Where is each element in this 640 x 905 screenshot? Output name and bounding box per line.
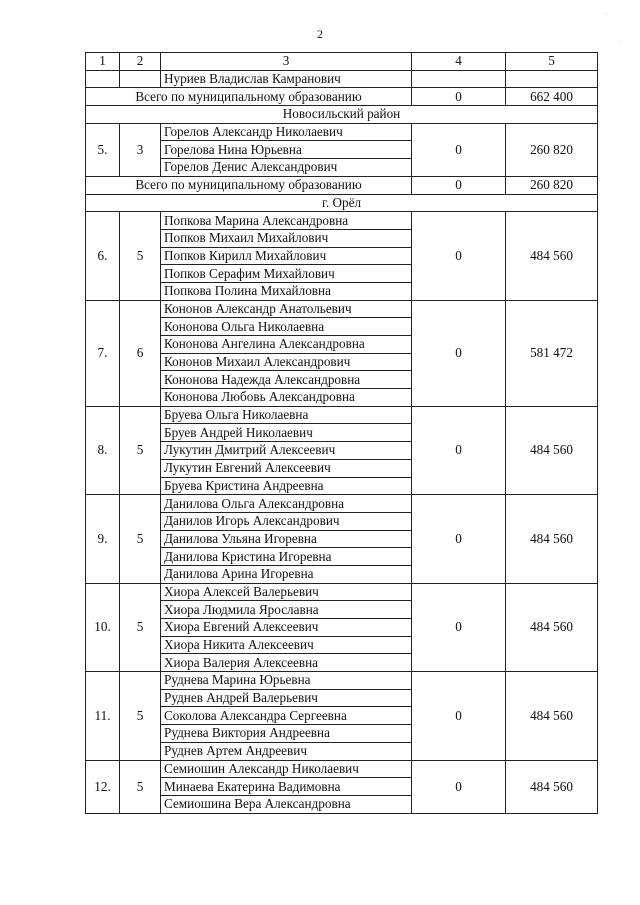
col4-value: 0 — [412, 300, 506, 406]
col4-value: 0 — [412, 672, 506, 760]
col4-value: 0 — [412, 583, 506, 671]
person-name: Хиора Людмила Ярославна — [161, 601, 412, 619]
column-number: 4 — [412, 53, 506, 71]
col4-value: 0 — [412, 406, 506, 494]
person-name: Попкова Марина Александровна — [161, 212, 412, 230]
table-row — [86, 495, 598, 513]
person-name: Руднева Марина Юрьевна — [161, 672, 412, 690]
person-name: Попков Серафим Михайлович — [161, 265, 412, 283]
person-name: Кононова Ольга Николаевна — [161, 318, 412, 336]
section-row — [86, 106, 598, 124]
column-number: 2 — [120, 53, 161, 71]
total-label: Всего по муниципальному образованию — [86, 88, 412, 106]
total-row — [86, 88, 598, 106]
person-name: Данилова Кристина Игоревна — [161, 548, 412, 566]
member-count: 3 — [120, 123, 161, 176]
person-name: Горелов Александр Николаевич — [161, 123, 412, 141]
total-label: Всего по муниципальному образованию — [86, 176, 412, 194]
member-count: 6 — [120, 300, 161, 406]
table-row — [86, 212, 598, 230]
col4-value: 0 — [412, 212, 506, 300]
row-number: 7. — [86, 300, 120, 406]
group-orel — [86, 212, 598, 813]
col5-amount: 581 472 — [506, 300, 598, 406]
person-name: Лукутин Евгений Алексеевич — [161, 459, 412, 477]
column-number-row — [86, 53, 598, 71]
row-number: 11. — [86, 672, 120, 760]
person-name: Горелов Денис Александрович — [161, 159, 412, 177]
person-name: Бруева Кристина Андреевна — [161, 477, 412, 495]
member-count: 5 — [120, 672, 161, 760]
group-novosil — [86, 123, 598, 176]
total-col4: 0 — [412, 88, 506, 106]
table-row — [86, 583, 598, 601]
person-name: Данилов Игорь Александрович — [161, 512, 412, 530]
table-row — [86, 70, 598, 88]
col5-amount: 484 560 — [506, 212, 598, 300]
member-count: 5 — [120, 406, 161, 494]
person-name: Соколова Александра Сергеевна — [161, 707, 412, 725]
person-name: Минаева Екатерина Вадимовна — [161, 778, 412, 796]
table-row — [86, 760, 598, 778]
col5-amount: 484 560 — [506, 583, 598, 671]
beneficiaries-table — [85, 52, 598, 814]
scan-speck: · — [605, 10, 608, 19]
person-name: Данилова Ольга Александровна — [161, 495, 412, 513]
total-col5: 260 820 — [506, 176, 598, 194]
person-name: Бруев Андрей Николаевич — [161, 424, 412, 442]
person-name: Руднев Андрей Валерьевич — [161, 689, 412, 707]
section-title: г. Орёл — [86, 194, 598, 212]
person-name: Лукутин Дмитрий Алексеевич — [161, 442, 412, 460]
scan-speck: · — [618, 38, 621, 47]
table-row — [86, 123, 598, 141]
person-name: Кононов Михаил Александрович — [161, 353, 412, 371]
member-count: 5 — [120, 495, 161, 583]
person-name: Семиошин Александр Николаевич — [161, 760, 412, 778]
person-name: Семиошина Вера Александровна — [161, 795, 412, 813]
person-name: Кононова Надежда Александровна — [161, 371, 412, 389]
person-name: Бруева Ольга Николаевна — [161, 406, 412, 424]
page-number: 2 — [317, 27, 323, 41]
person-name: Попков Кирилл Михайлович — [161, 247, 412, 265]
col4-value: 0 — [412, 123, 506, 176]
person-name: Данилова Арина Игоревна — [161, 565, 412, 583]
col5-amount: 484 560 — [506, 760, 598, 813]
row-number: 6. — [86, 212, 120, 300]
column-number: 1 — [86, 53, 120, 71]
person-name: Хиора Алексей Валерьевич — [161, 583, 412, 601]
col5-amount: 484 560 — [506, 406, 598, 494]
person-name: Кононов Александр Анатольевич — [161, 300, 412, 318]
person-name: Хиора Валерия Алексеевна — [161, 654, 412, 672]
member-count: 5 — [120, 583, 161, 671]
column-number: 5 — [506, 53, 598, 71]
col5-amount: 484 560 — [506, 495, 598, 583]
table-row — [86, 300, 598, 318]
row-number: 12. — [86, 760, 120, 813]
person-name: Хиора Евгений Алексеевич — [161, 619, 412, 637]
row-number: 5. — [86, 123, 120, 176]
person-name: Данилова Ульяна Игоревна — [161, 530, 412, 548]
table-row — [86, 406, 598, 424]
member-count: 5 — [120, 212, 161, 300]
person-name: Кононова Любовь Александровна — [161, 389, 412, 407]
row-number: 9. — [86, 495, 120, 583]
person-name: Нуриев Владислав Камранович — [161, 70, 412, 88]
row-number: 8. — [86, 406, 120, 494]
col4-value: 0 — [412, 760, 506, 813]
col5-amount: 260 820 — [506, 123, 598, 176]
person-name: Попкова Полина Михайловна — [161, 282, 412, 300]
person-name: Горелова Нина Юрьевна — [161, 141, 412, 159]
person-name: Хиора Никита Алексеевич — [161, 636, 412, 654]
col4-value: 0 — [412, 495, 506, 583]
total-col4: 0 — [412, 176, 506, 194]
section-row — [86, 194, 598, 212]
total-row — [86, 176, 598, 194]
person-name: Руднев Артем Андреевич — [161, 742, 412, 760]
col5-amount: 484 560 — [506, 672, 598, 760]
column-number: 3 — [161, 53, 412, 71]
person-name: Кононова Ангелина Александровна — [161, 336, 412, 354]
total-col5: 662 400 — [506, 88, 598, 106]
table-row — [86, 672, 598, 690]
person-name: Руднева Виктория Андреевна — [161, 725, 412, 743]
member-count: 5 — [120, 760, 161, 813]
person-name: Попков Михаил Михайлович — [161, 229, 412, 247]
section-title: Новосильский район — [86, 106, 598, 124]
row-number: 10. — [86, 583, 120, 671]
